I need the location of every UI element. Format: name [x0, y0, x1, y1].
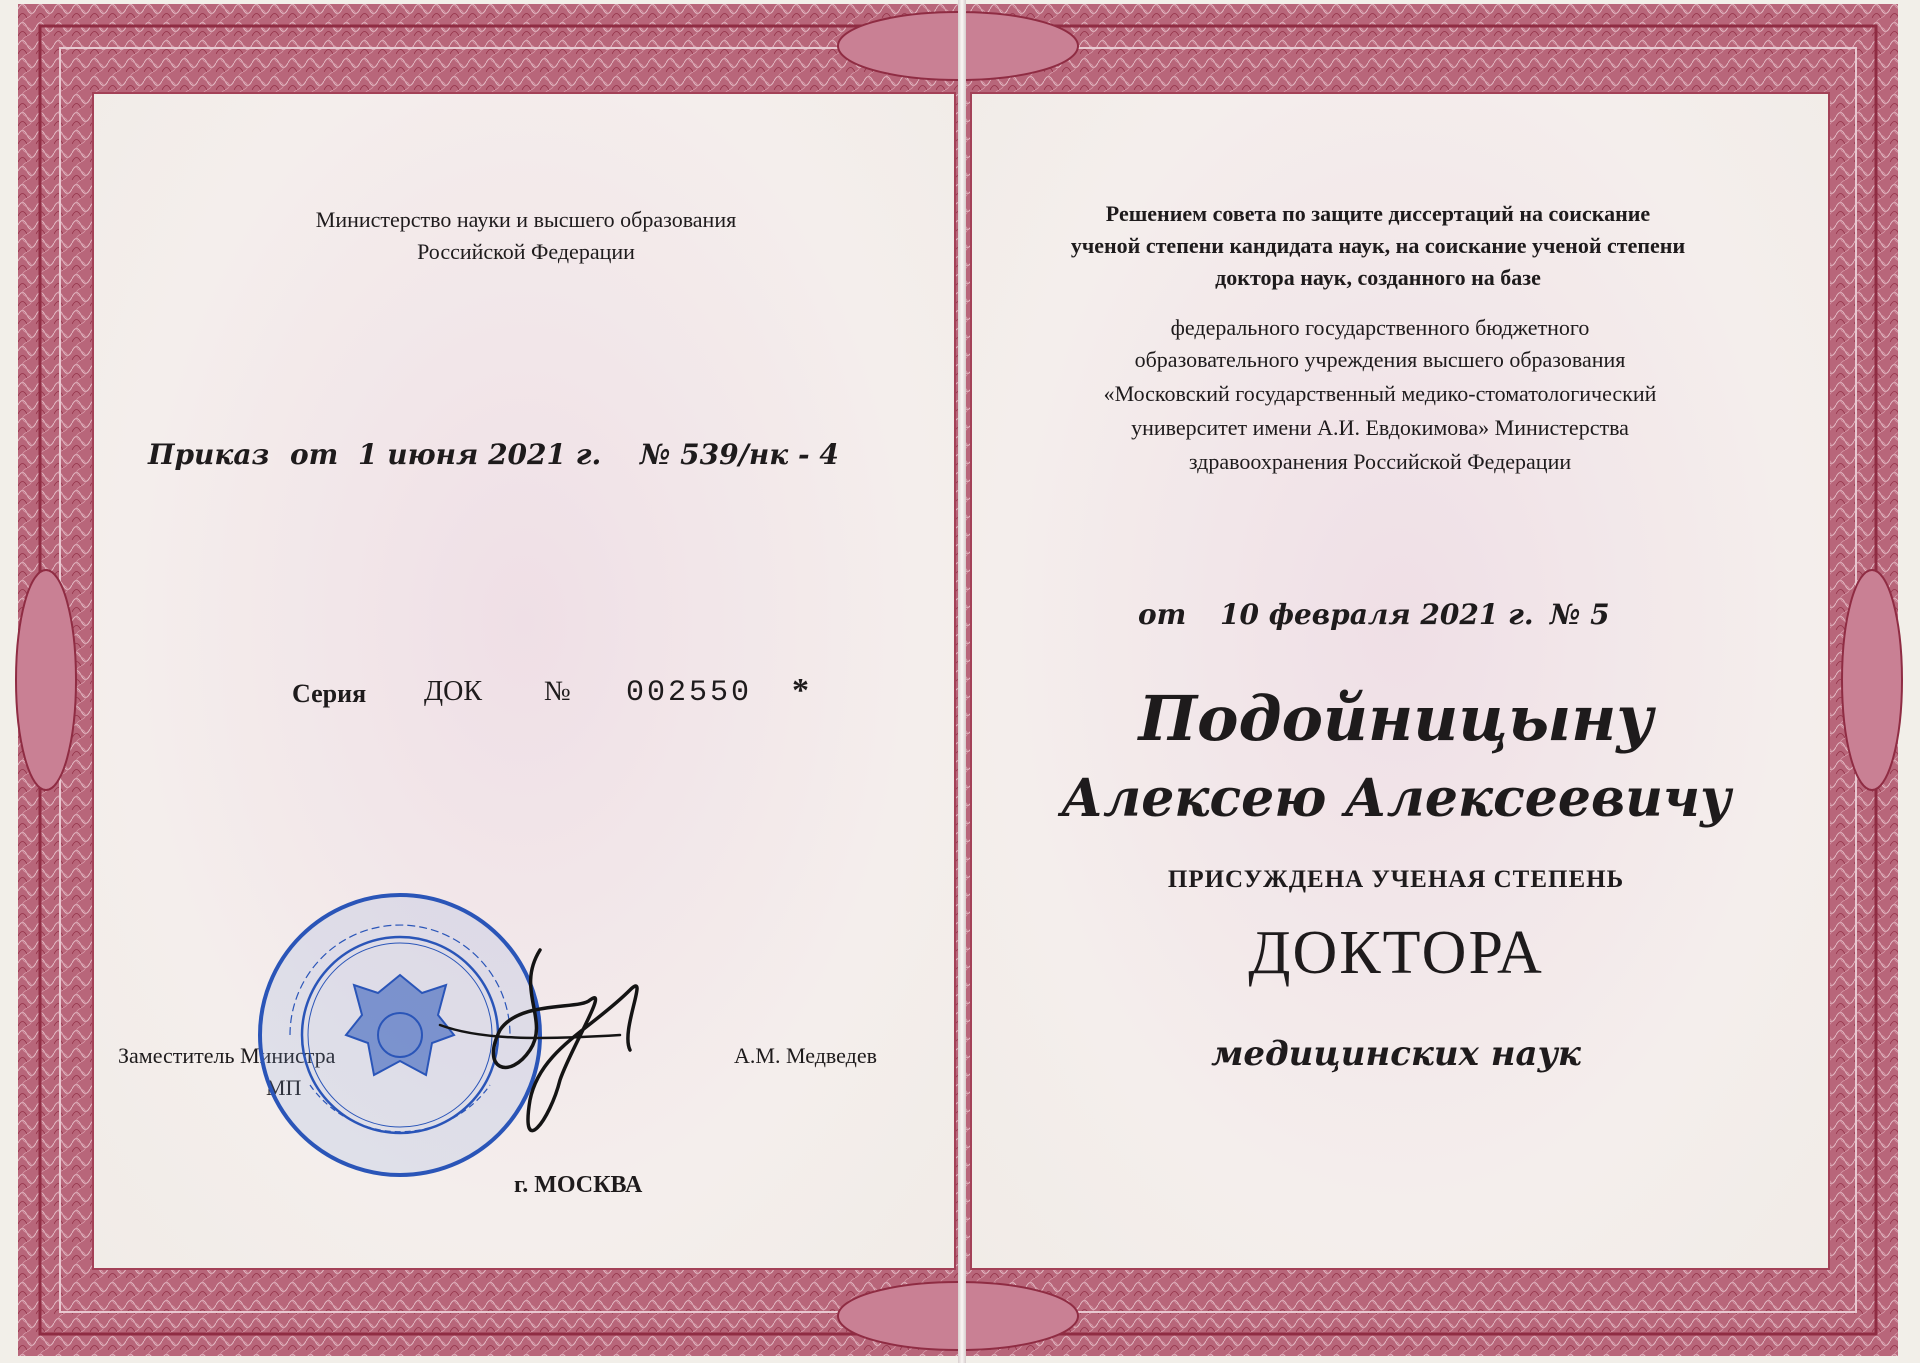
number-mark: *: [792, 672, 809, 709]
series-label: Серия: [292, 679, 367, 708]
recipient-given-names: Алексею Алексеевичу: [1060, 768, 1732, 829]
mp-label: МП: [266, 1075, 302, 1100]
number-sign: №: [544, 676, 571, 707]
decision-number: № 5: [1550, 598, 1610, 631]
institution-line2: образовательного учреждения высшего образования: [1134, 347, 1626, 372]
degree-title: ДОКТОРА: [1248, 919, 1544, 987]
ministry-name-line2: Российской Федерации: [417, 239, 635, 264]
decision-line3: доктора наук, созданного на базе: [1215, 265, 1541, 290]
order-number: № 539/нк - 4: [640, 438, 839, 471]
degree-awarded-label: ПРИСУЖДЕНА УЧЕНАЯ СТЕПЕНЬ: [1167, 866, 1625, 893]
order-label: Приказ: [148, 438, 270, 471]
city-label: г. МОСКВА: [514, 1172, 643, 1198]
series-value: ДОК: [424, 676, 482, 707]
institution-line5: здравоохранения Российской Федерации: [1188, 449, 1572, 474]
order-date: 1 июня 2021 г.: [358, 438, 602, 471]
recipient-surname: Подойницыну: [1138, 682, 1654, 755]
signature-mark: [420, 930, 680, 1190]
science-field: медицинских наук: [1211, 1034, 1581, 1074]
decision-line1: Решением совета по защите диссертаций на соискание: [1105, 201, 1651, 226]
institution-line3: «Московский государственный медико-стоматологический: [1103, 381, 1657, 406]
order-from: от: [290, 438, 339, 471]
signer-name: А.М. Медведев: [734, 1043, 877, 1068]
spine-fold: [958, 0, 966, 1363]
decision-from: от: [1138, 598, 1187, 631]
institution-line4: университет имени А.И. Евдокимова» Министерства: [1131, 415, 1629, 440]
decision-line2: ученой степени кандидата наук, на соискание ученой степени: [1070, 233, 1686, 258]
institution-line1: федерального государственного бюджетного: [1170, 315, 1590, 340]
signer-title: Заместитель Министра: [118, 1043, 336, 1068]
decision-date: 10 февраля 2021 г.: [1220, 598, 1534, 631]
document-number: 002550: [626, 676, 753, 710]
ministry-name-line1: Министерство науки и высшего образования: [315, 207, 737, 232]
